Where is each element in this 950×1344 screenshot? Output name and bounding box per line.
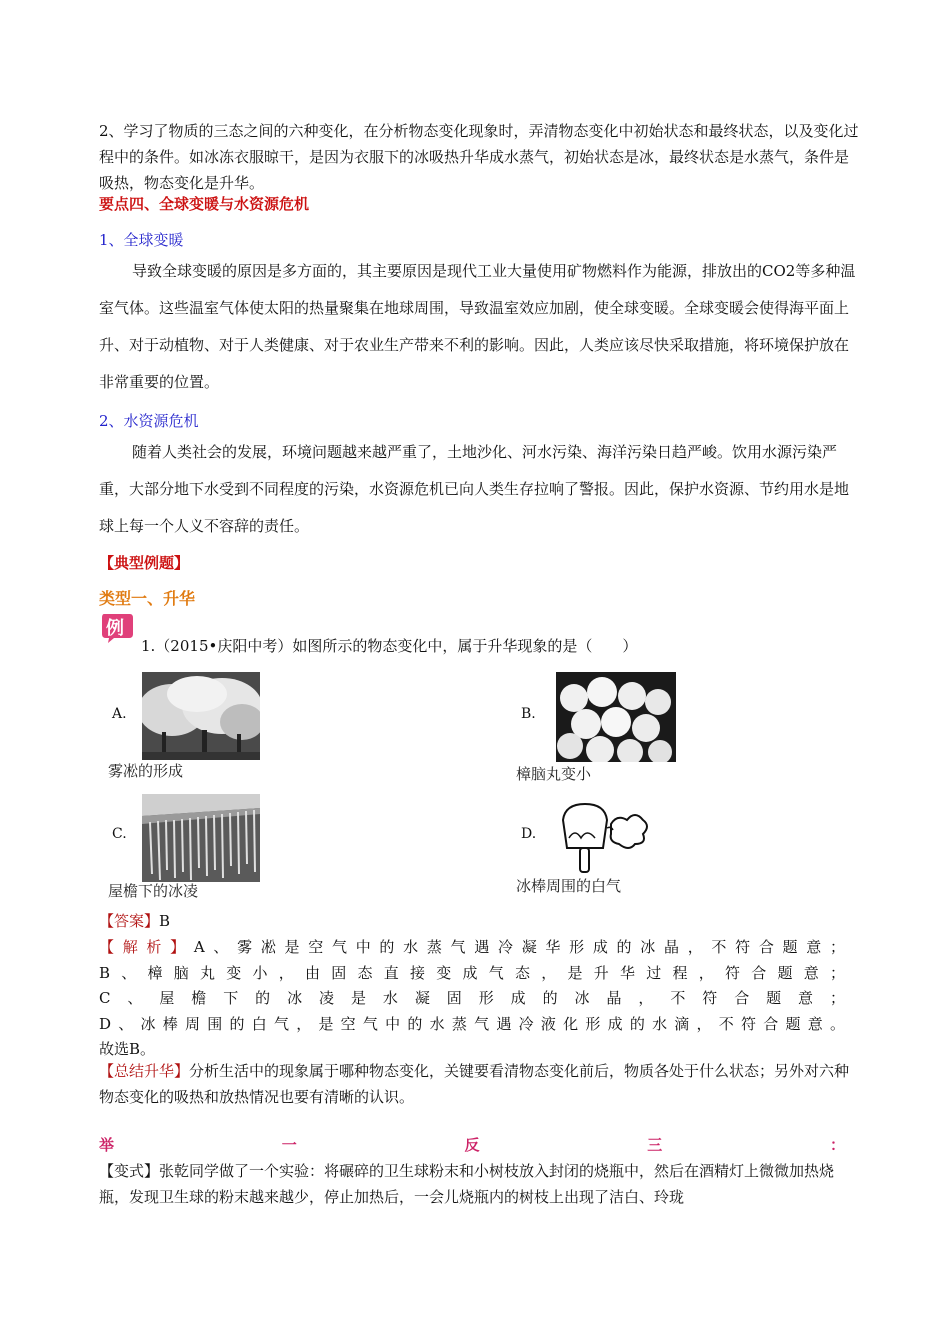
option-a-letter: A. bbox=[112, 706, 127, 722]
option-d-letter: D. bbox=[521, 826, 537, 842]
answer-value: B bbox=[159, 912, 171, 930]
summary-tag: 【总结升华】 bbox=[99, 1062, 190, 1080]
sub2-heading: 2、水资源危机 bbox=[99, 412, 199, 430]
typical-examples-heading: 【典型例题】 bbox=[99, 554, 190, 572]
analysis-line-4: D、冰棒周围的白气，是空气中的水蒸气遇冷液化形成的水滴，不符合题意。 bbox=[99, 1014, 845, 1033]
sub1-heading: 1、全球变暖 bbox=[99, 231, 184, 249]
summary-text: 分析生活中的现象属于哪种物态变化，关键要看清物态变化前后，物质各处于什么状态；另外对六种物态变化的吸热和放热情况也要有清晰的认识。 bbox=[99, 1062, 850, 1106]
analysis-line-5: 故选B。 bbox=[99, 1040, 156, 1058]
option-c-caption: 屋檐下的冰凌 bbox=[108, 882, 199, 900]
option-c-image bbox=[142, 794, 260, 882]
juyi-char-2: 一 bbox=[281, 1136, 297, 1154]
example-badge-label: 例 bbox=[106, 618, 124, 639]
sub1-paragraph: 导致全球变暖的原因是多方面的，其主要原因是现代工业大量使用矿物燃料作为能源，排放出的CO2等多种温室气体。这些温室气体使太阳的热量聚集在地球周围，导致温室效应加剧，使全球变暖。全球变暖会使得海平面上升、对于动植物、对于人类健康、对于农业生产带来不利的影响。因此，人类应该尽快采取措施，将环境保护放在非常重要的位置。 bbox=[99, 262, 856, 391]
juyi-char-4: 三 bbox=[647, 1136, 663, 1154]
analysis-line-3: C、屋檐下的冰凌是水凝固形成的冰晶，不符合题意； bbox=[99, 989, 845, 1007]
example-badge bbox=[100, 612, 134, 642]
answer-line bbox=[99, 910, 170, 931]
option-d-caption: 冰棒周围的白气 bbox=[516, 877, 622, 895]
option-b-caption: 樟脑丸变小 bbox=[516, 765, 592, 783]
juyi-char-1: 举 bbox=[99, 1136, 115, 1154]
variant-paragraph: 【变式】张乾同学做了一个实验：将碾碎的卫生球粉末和小树枝放入封闭的烧瓶中，然后在酒精灯上微微加热烧瓶，发现卫生球的粉末越来越少，停止加热后，一会儿烧瓶内的树枝上出现了洁白、玲珑 bbox=[99, 1162, 835, 1206]
option-d-image bbox=[555, 798, 651, 878]
option-a-image bbox=[142, 672, 260, 760]
option-c-letter: C. bbox=[112, 826, 127, 842]
section2-paragraph: 2、学习了物质的三态之间的六种变化，在分析物态变化现象时，弄清物态变化中初始状态和最终状态，以及变化过程中的条件。如冰冻衣服晾干，是因为衣服下的冰吸热升华成水蒸气，初始状态是冰，最终状态是水蒸气，条件是吸热，物态变化是升华。 bbox=[99, 122, 859, 192]
answer-tag: 【答案】 bbox=[99, 912, 160, 930]
option-b-letter: B. bbox=[521, 706, 536, 722]
analysis-tag: 【解析】 bbox=[99, 938, 194, 956]
summary-paragraph bbox=[99, 1058, 859, 1110]
analysis-line-1 bbox=[99, 935, 845, 961]
type1-heading: 类型一、升华 bbox=[99, 589, 196, 608]
juyi-char-5: ： bbox=[829, 1136, 845, 1154]
sub2-paragraph: 随着人类社会的发展，环境问题越来越严重了，土地沙化、河水污染、海洋污染日趋严峻。饮用水源污染严重，大部分地下水受到不同程度的污染，水资源危机已向人类生存拉响了警报。因此，保护水资源、节约用水是地球上每一个人义不容辞的责任。 bbox=[99, 443, 850, 535]
analysis-block bbox=[99, 935, 845, 1063]
popsicle-icon bbox=[555, 798, 651, 878]
analysis-line-2: B、樟脑丸变小，由固态直接变成气态，是升华过程，符合题意； bbox=[99, 963, 845, 982]
question-text: 1.（2015•庆阳中考）如图所示的物态变化中，属于升华现象的是（ ） bbox=[141, 637, 638, 655]
option-b-image bbox=[556, 672, 676, 762]
juyi-char-3: 反 bbox=[464, 1136, 480, 1154]
option-a-caption: 雾凇的形成 bbox=[108, 762, 184, 780]
analysis-line-1-text: A、雾凇是空气中的水蒸气遇冷凝华形成的冰晶，不符合题意； bbox=[193, 938, 845, 956]
juyi-fansan-heading bbox=[99, 1134, 845, 1155]
point4-heading: 要点四、全球变暖与水资源危机 bbox=[99, 195, 310, 213]
